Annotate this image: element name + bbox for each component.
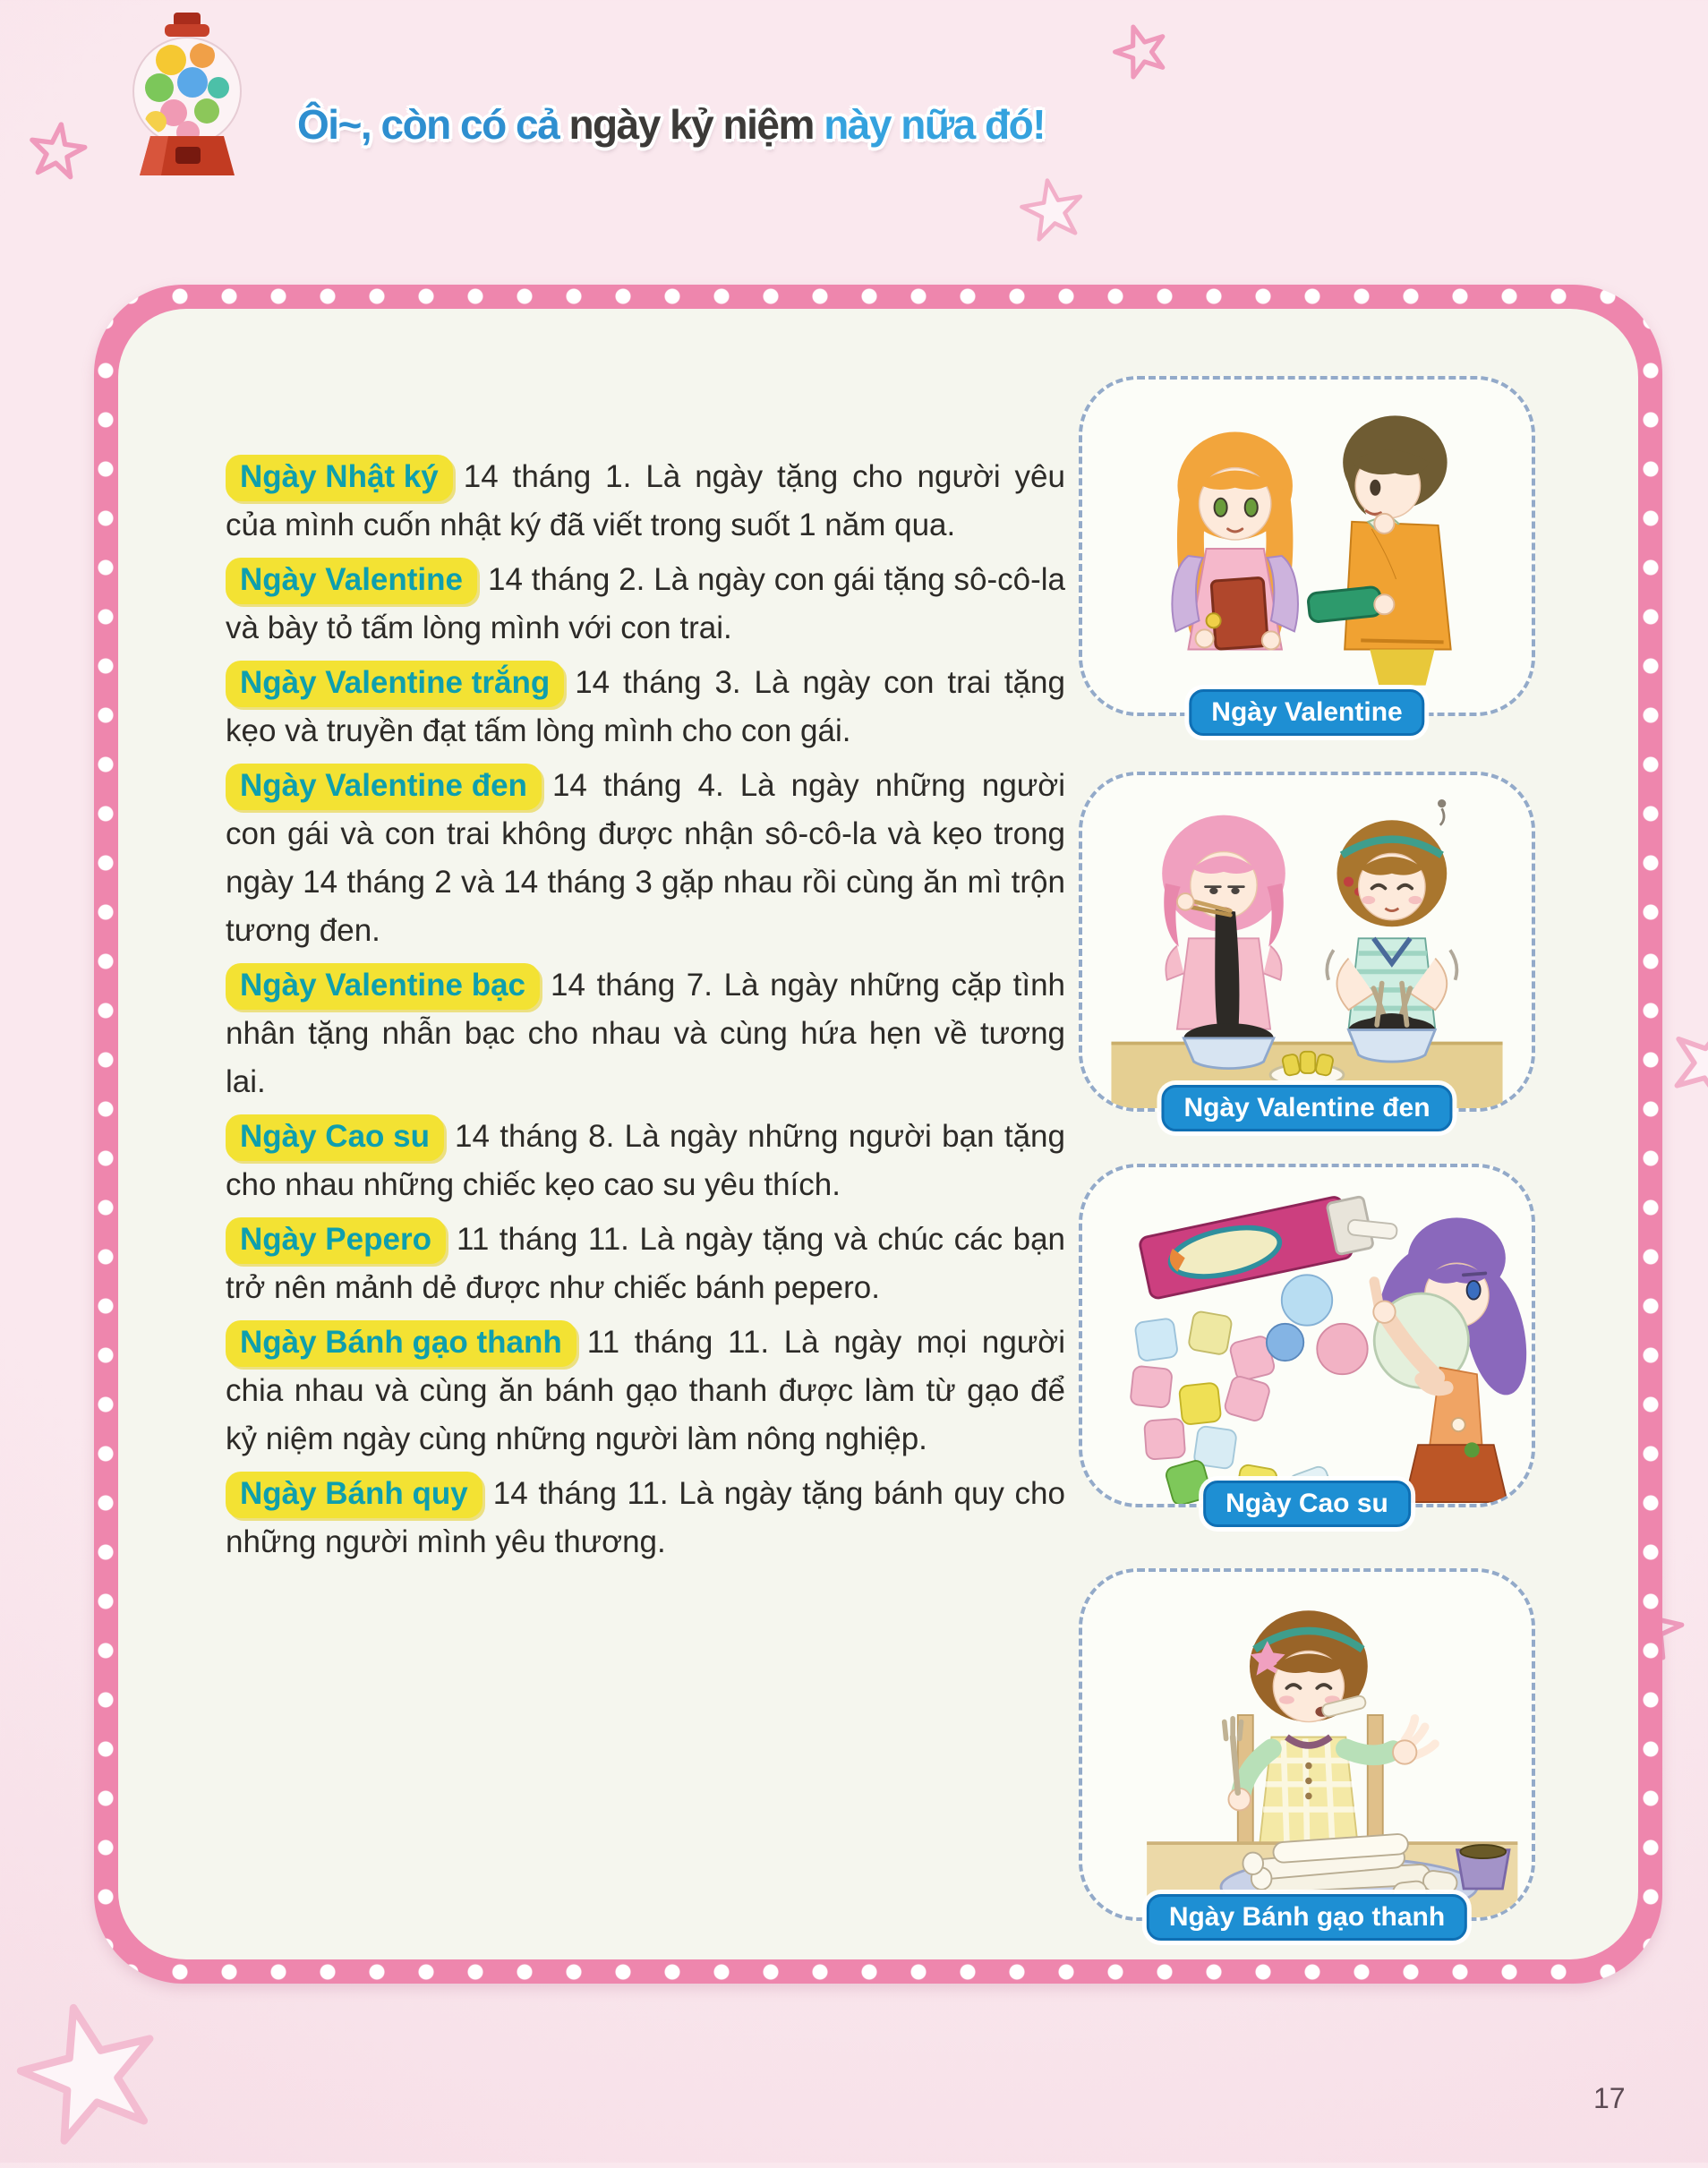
holiday-label: Ngày Nhật ký — [226, 455, 453, 501]
holiday-description: 14 tháng 1. Là ngày tặng cho người yêu của mình cuốn nhật ký đã viết trong suốt 1 năm qua. — [226, 459, 1065, 542]
star-icon — [1013, 172, 1092, 251]
holiday-description: 11 tháng 11. Là ngày tặng và chúc các bạn trở nên mảnh dẻ được như chiếc bánh pepero. — [226, 1222, 1065, 1305]
girl-purple-hair — [1365, 1217, 1532, 1502]
title-part-1: Ôi~, còn có cả — [297, 101, 569, 148]
page-title — [297, 100, 1550, 149]
card-caption — [1147, 1894, 1467, 1941]
card-caption-text: Ngày Valentine đen — [1183, 1093, 1430, 1122]
holiday-entry — [226, 556, 1065, 653]
star-icon — [1106, 16, 1178, 89]
girls-eating-black-noodles-illustration — [1082, 775, 1532, 1108]
card-caption — [1203, 1481, 1411, 1527]
illustration-card-valentine — [1079, 376, 1535, 727]
card-caption — [1161, 1085, 1452, 1131]
card-caption — [1189, 689, 1424, 736]
title-part-3: này nữa đó! — [824, 101, 1046, 148]
holiday-label: Ngày Valentine — [226, 558, 477, 604]
card-caption-text: Ngày Valentine — [1211, 697, 1403, 727]
girl-pink-hair — [1162, 815, 1285, 1029]
holiday-label: Ngày Valentine bạc — [226, 963, 540, 1010]
holiday-description: 14 tháng 8. Là ngày những người bạn tặng cho nhau những chiếc kẹo cao su yêu thích. — [226, 1119, 1065, 1202]
gum-pieces — [1130, 1275, 1367, 1504]
title-part-2: ngày kỷ niệm — [568, 101, 824, 148]
holiday-entry — [226, 659, 1065, 755]
holiday-entry — [226, 1470, 1065, 1566]
girl-brown-hair — [1327, 799, 1456, 1029]
gumball-machine-icon — [122, 11, 252, 183]
holiday-list — [226, 453, 1065, 1573]
star-icon — [1654, 1008, 1708, 1118]
holiday-label: Ngày Valentine đen — [226, 764, 542, 810]
illustration-card-cao-su — [1079, 1164, 1535, 1518]
holiday-description: 14 tháng 7. Là ngày những cặp tình nhân tặng nhẫn bạc cho nhau và cùng hứa hẹn về tương lai. — [226, 968, 1065, 1099]
girl-figure — [1172, 431, 1297, 649]
holiday-label: Ngày Bánh gạo thanh — [226, 1320, 576, 1367]
star-icon — [23, 118, 92, 187]
holiday-description: 11 tháng 11. Là ngày mọi người chia nhau và cùng ăn bánh gạo thanh được làm từ gạo để kỷ niệm ngày cùng những người làm nông nghiệp. — [226, 1325, 1065, 1456]
page-number: 17 — [1593, 2082, 1626, 2114]
black-noodles — [1215, 909, 1239, 1025]
holiday-description: 14 tháng 3. Là ngày con trai tặng kẹo và truyền đạt tấm lòng mình cho con gái. — [226, 665, 1065, 748]
girl-blowing-bubble-gum-illustration — [1082, 1167, 1532, 1504]
illustration-card-valentine-den — [1079, 772, 1535, 1122]
holiday-entry — [226, 1319, 1065, 1464]
holiday-entry — [226, 453, 1065, 550]
holiday-entry — [226, 961, 1065, 1106]
chair — [1368, 1715, 1383, 1850]
holiday-entry — [226, 1216, 1065, 1312]
holiday-entry — [226, 1113, 1065, 1209]
card-caption-text: Ngày Bánh gạo thanh — [1168, 1902, 1446, 1932]
illustration-card-banh-gao — [1079, 1568, 1535, 1932]
girl-eating-rice-cakes-illustration — [1082, 1572, 1532, 1917]
star-icon — [0, 1984, 183, 2168]
dipping-cup — [1457, 1845, 1509, 1889]
holiday-description: 14 tháng 4. Là ngày những người con gái và con trai không được nhận sô-cô-la và kẹo trong ngày 14 tháng 2 và 14 tháng 3 gặp nhau rồi cùng ăn mì trộn tương đen. — [226, 768, 1065, 948]
holiday-label: Ngày Bánh quy — [226, 1472, 483, 1518]
noodle-bowl — [1183, 1023, 1273, 1068]
holiday-description: 14 tháng 11. Là ngày tặng bánh quy cho những người mình yêu thương. — [226, 1476, 1065, 1559]
holiday-label: Ngày Cao su — [226, 1114, 444, 1161]
gum-pack — [1139, 1185, 1402, 1300]
girl-eating — [1225, 1610, 1435, 1843]
holiday-entry — [226, 762, 1065, 955]
couple-exchanging-gifts-illustration — [1082, 380, 1532, 713]
holiday-label: Ngày Pepero — [226, 1217, 446, 1264]
holiday-label: Ngày Valentine trắng — [226, 661, 564, 707]
card-caption-text: Ngày Cao su — [1225, 1489, 1388, 1518]
boy-figure — [1308, 415, 1451, 685]
holiday-description: 14 tháng 2. Là ngày con gái tặng sô-cô-la và bày tỏ tấm lòng mình với con trai. — [226, 562, 1065, 645]
